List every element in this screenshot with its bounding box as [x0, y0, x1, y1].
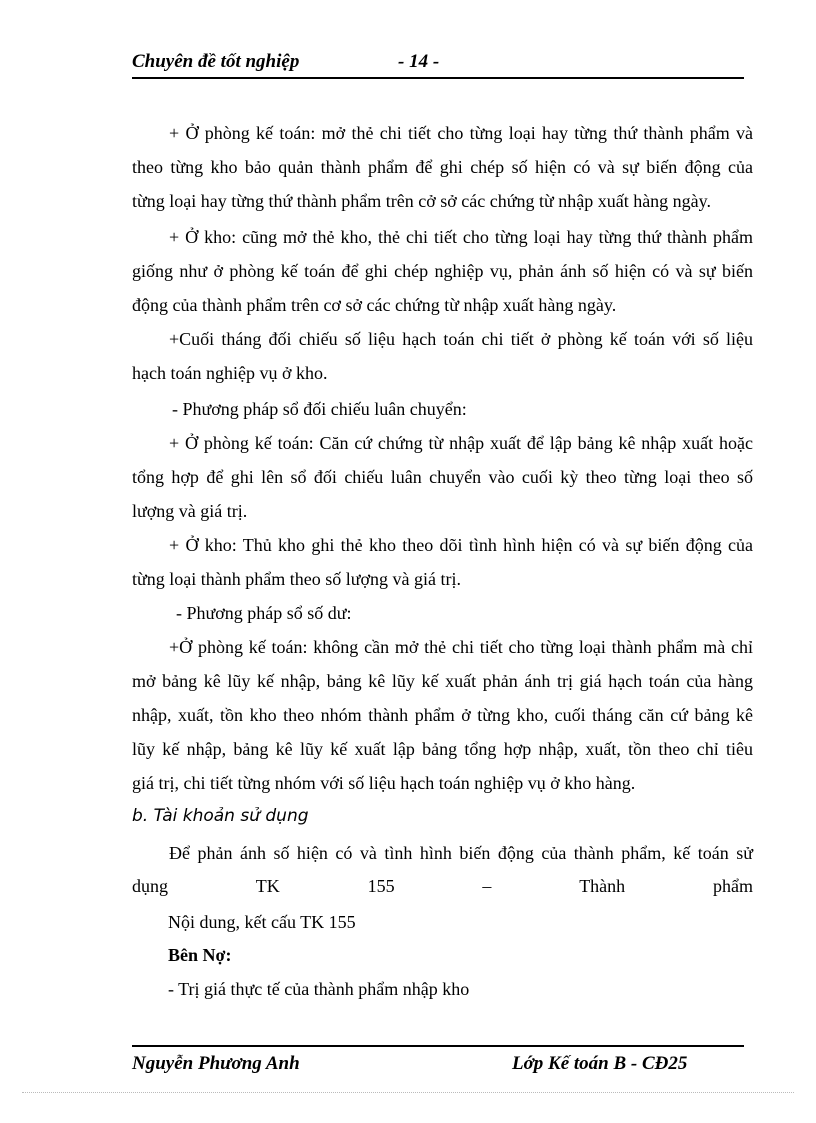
debit-heading: Bên Nợ:: [168, 945, 232, 965]
paragraph-line: +Ở phòng kế toán: không cần mở thẻ chi tiết cho từng loại thành phẩm mà chỉ: [169, 637, 753, 657]
paragraph-line: tổng hợp để ghi lên sổ đối chiếu luân chuyển vào cuối kỳ theo từng loại theo số: [132, 467, 753, 487]
paragraph-line: + Ở phòng kế toán: Căn cứ chứng từ nhập xuất để lập bảng kê nhập xuất hoặc: [169, 433, 753, 453]
document-title: Chuyên đề tốt nghiệp: [132, 51, 300, 72]
word: TK: [255, 876, 280, 896]
paragraph-line: từng loại hay từng thứ thành phẩm trên cở sở các chứng từ nhập xuất hàng ngày.: [132, 191, 712, 211]
paragraph-line: Để phản ánh số hiện có và tình hình biến động của thành phẩm, kế toán sử: [169, 843, 753, 863]
word: dụng: [132, 876, 168, 896]
word: phẩm: [712, 876, 753, 896]
page-number: - 14 -: [398, 51, 440, 72]
method-heading: - Phương pháp sổ số dư:: [176, 603, 352, 623]
method-heading: - Phương pháp sổ đối chiếu luân chuyển:: [172, 399, 467, 419]
paragraph-line: mở bảng kê lũy kế nhập, bảng kê lũy kế xuất phản ánh trị giá hạch toán của hàng: [132, 671, 753, 691]
paragraph-line: theo từng kho bảo quản thành phẩm để ghi chép số hiện có và sự biến động của: [132, 157, 753, 177]
paragraph-line: + Ở phòng kế toán: mở thẻ chi tiết cho từng loại hay từng thứ thành phẩm và: [169, 123, 753, 143]
paragraph-line: + Ở kho: Thủ kho ghi thẻ kho theo dõi tình hình hiện có và sự biến động của: [169, 535, 753, 555]
paragraph-line: động của thành phẩm trên cơ sở các chứng từ nhập xuất hàng ngày.: [132, 295, 617, 315]
word: 155: [367, 876, 395, 896]
paragraph-line-spread: [132, 876, 753, 896]
paragraph-line: +Cuối tháng đối chiếu số liệu hạch toán chi tiết ở phòng kế toán với số liệu: [169, 329, 753, 349]
paragraph-line: hạch toán nghiệp vụ ở kho.: [132, 363, 328, 383]
page-footer: [132, 1045, 744, 1074]
class-name: Lớp Kế toán B - CĐ25: [512, 1053, 688, 1074]
paragraph-line: từng loại thành phẩm theo số lượng và giá trị.: [132, 569, 461, 589]
paragraph-line: lũy kế nhập, bảng kê lũy kế xuất lập bảng tổng hợp nhập, xuất, tồn theo chỉ tiêu: [132, 739, 753, 759]
word: –: [482, 876, 492, 896]
paragraph-line: + Ở kho: cũng mở thẻ kho, thẻ chi tiết cho từng loại hay từng thứ thành phẩm: [169, 227, 753, 247]
author-name: Nguyễn Phương Anh: [132, 1053, 300, 1074]
paragraph-line: lượng và giá trị.: [132, 501, 248, 521]
word: Thành: [579, 876, 626, 896]
content-heading: Nội dung, kết cấu TK 155: [168, 912, 356, 932]
paragraph-line: nhập, xuất, tồn kho theo nhóm thành phẩm ở từng kho, cuối tháng căn cứ bảng kê: [132, 705, 753, 725]
section-heading-b: b. Tài khoản sử dụng: [132, 806, 309, 826]
paragraph-line: giá trị, chi tiết từng nhóm với số liệu hạch toán nghiệp vụ ở kho hàng.: [132, 773, 636, 793]
page-header: [132, 50, 744, 79]
paragraph-line: giống như ở phòng kế toán để ghi chép nghiệp vụ, phản ánh số hiện có và sự biến: [132, 261, 753, 281]
debit-item: - Trị giá thực tế của thành phẩm nhập kho: [168, 979, 470, 999]
bottom-divider: [22, 1092, 794, 1093]
